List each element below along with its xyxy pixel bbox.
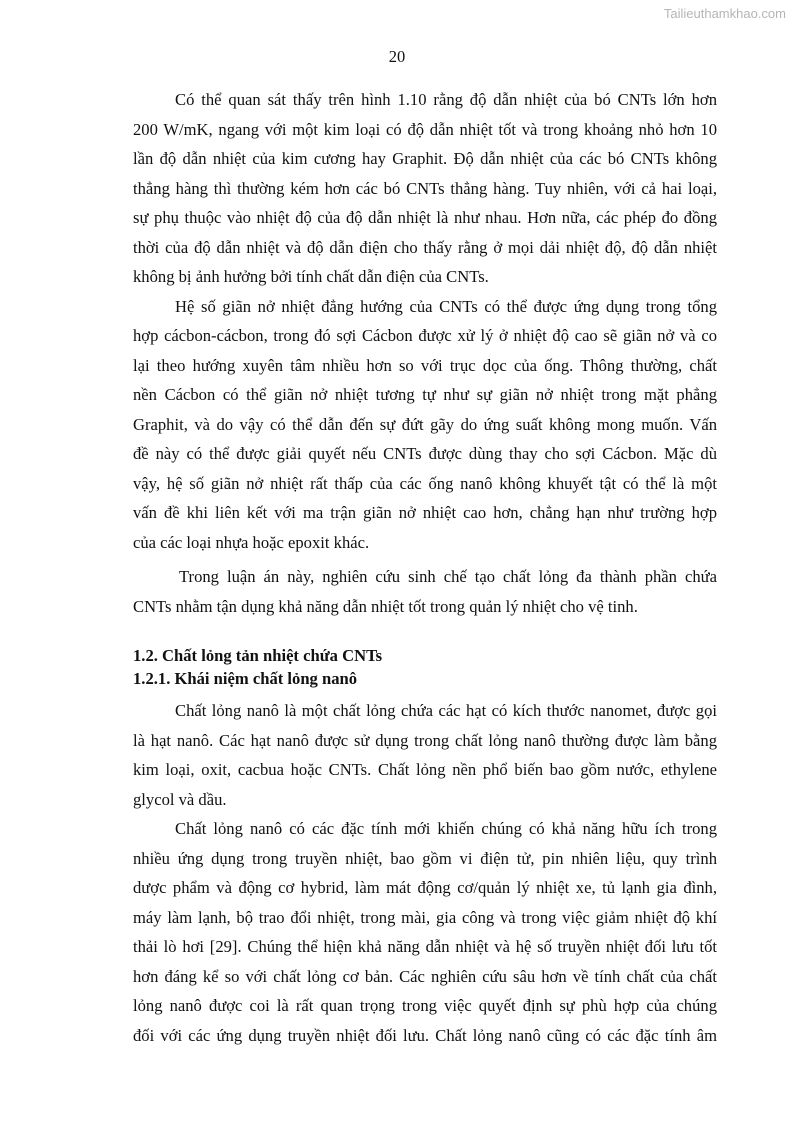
text-line: lại theo hướng xuyên tâm nhiều hơn so với trục dọc của ống. Thông thường, chất xyxy=(133,355,717,375)
text-line: Chất lỏng nanô có các đặc tính mới khiến chúng có khả năng hữu ích trong xyxy=(175,819,717,838)
text-line: vấn đề khi liên kết với ma trận giãn nở nhiệt cao hơn, chẳng hạn như trường hợp xyxy=(133,503,717,522)
text-line: hơn đáng kể so với chất lỏng cơ bản. Các nghiên cứu sâu hơn về tính chất của chất xyxy=(133,966,717,986)
paragraph-group-b xyxy=(133,696,717,1050)
page-number: 20 xyxy=(388,47,406,66)
text-line: Có thể quan sát thấy trên hình 1.10 rằng độ dẫn nhiệt của bó CNTs lớn hơn xyxy=(175,90,717,109)
text-line: hợp cácbon-cácbon, trong đó sợi Cácbon được xử lý ở nhiệt độ cao sẽ giãn nở và co xyxy=(133,326,717,345)
text-line: máy làm lạnh, bộ trao đổi nhiệt, trong mài, gia công và trong việc giảm nhiệt độ khí xyxy=(133,907,717,927)
text-line: CNTs nhằm tận dụng khả năng dẫn nhiệt tốt trong quản lý nhiệt cho vệ tinh. xyxy=(133,596,638,616)
section-heading: 1.2. Chất lỏng tản nhiệt chứa CNTs xyxy=(133,646,383,665)
text-line: sự phụ thuộc vào nhiệt độ của độ dẫn nhiệt là như nhau. Hơn nữa, các phép đo đồng xyxy=(133,208,717,227)
subsection-heading: 1.2.1. Khái niệm chất lỏng nanô xyxy=(133,669,358,688)
text-line: thải lò hơi [29]. Chúng thể hiện khả năng dẫn nhiệt và hệ số truyền nhiệt đối lưu tốt xyxy=(133,937,717,956)
text-line: đề này có thể được giải quyết nếu CNTs được dùng thay cho sợi Cácbon. Mặc dù xyxy=(133,444,717,463)
paragraph xyxy=(133,85,717,292)
text-line: là hạt nanô. Các hạt nanô được sử dụng trong chất lỏng nanô thường được làm bằng xyxy=(133,730,717,750)
text-line: Hệ số giãn nở nhiệt đẳng hướng của CNTs có thể được ứng dụng trong tổng xyxy=(175,296,717,316)
document-body xyxy=(133,85,717,1050)
watermark: Tailieuthamkhao.com xyxy=(663,6,786,21)
text-line: dược phẩm và động cơ hybrid, làm mát động cơ/quản lý nhiệt xe, tủ lạnh gia đình, xyxy=(133,878,717,897)
text-line: không bị ảnh hưởng bởi tính chất dẫn điện của CNTs. xyxy=(133,267,489,286)
text-line: đối với các ứng dụng truyền nhiệt đối lưu. Chất lỏng nanô cũng có các đặc tính âm xyxy=(133,1025,717,1045)
paragraph xyxy=(133,562,717,621)
text-line: của các loại nhựa hoặc epoxit khác. xyxy=(133,532,370,552)
text-line: lần độ dẫn nhiệt của kim cương hay Graphit. Độ dẫn nhiệt của các bó CNTs không xyxy=(133,149,717,168)
text-line: 200 W/mK, ngang với một kim loại có độ dẫn nhiệt tốt và trong khoảng nhỏ hơn 10 xyxy=(133,119,717,139)
text-line: thẳng hàng thì thường kém hơn các bó CNTs thẳng hàng. Tuy nhiên, với cả hai loại, xyxy=(133,178,717,198)
text-line: nhiều ứng dụng trong truyền nhiệt, bao gồm vi điện tử, pin nhiên liệu, quy trình xyxy=(133,848,717,868)
text-line: nền Cácbon có thể giãn nở nhiệt tương tự như sự giãn nở nhiệt trong mặt phẳng xyxy=(133,385,717,404)
text-line: glycol và dầu. xyxy=(133,789,227,809)
text-line: thời của độ dẫn nhiệt và độ dẫn điện cho thấy rằng ở mọi dải nhiệt độ, độ dẫn nhiệt xyxy=(133,237,717,257)
text-line: Chất lỏng nanô là một chất lỏng chứa các hạt có kích thước nanomet, được gọi xyxy=(175,701,717,720)
text-line: lỏng nanô được coi là rất quan trọng trong việc quyết định sự phù hợp của chúng xyxy=(133,996,717,1015)
paragraph xyxy=(133,292,717,558)
paragraph xyxy=(133,696,717,814)
text-line: Graphit, và do vậy có thể dẫn đến sự đứt gãy do ứng suất không mong muốn. Vấn xyxy=(133,414,717,434)
text-line: Trong luận án này, nghiên cứu sinh chế tạo chất lỏng đa thành phần chứa xyxy=(179,567,717,586)
paragraph xyxy=(133,814,717,1050)
paragraph-group-a xyxy=(133,85,717,621)
text-line: vậy, hệ số giãn nở nhiệt rất thấp của các ống nanô không khuyết tật có thể là một xyxy=(133,473,717,493)
text-line: kim loại, oxit, cacbua hoặc CNTs. Chất lỏng nền phổ biến bao gồm nước, ethylene xyxy=(133,760,717,779)
